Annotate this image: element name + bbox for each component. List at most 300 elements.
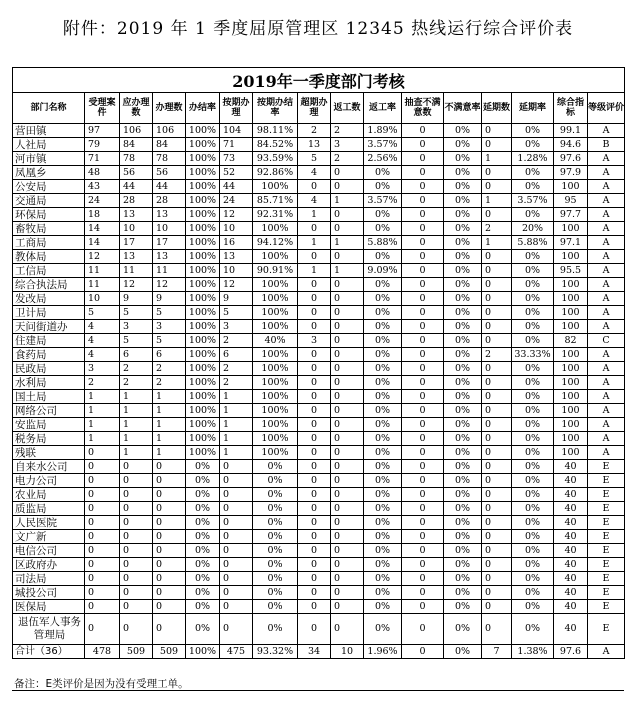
table-cell: 3	[120, 320, 153, 334]
table-cell: 0	[402, 124, 444, 138]
table-row	[13, 558, 625, 572]
table-cell: 100%	[253, 320, 298, 334]
table-cell: 0%	[444, 446, 482, 460]
table-cell: 1	[153, 418, 186, 432]
table-cell: 2	[153, 362, 186, 376]
table-cell: 0	[402, 600, 444, 614]
table-cell: A	[588, 320, 625, 334]
column-header: 延期率	[512, 93, 554, 124]
table-cell: 3.57%	[512, 194, 554, 208]
total-cell: 475	[220, 645, 253, 659]
table-cell: 0%	[253, 516, 298, 530]
table-cell: 100%	[186, 250, 220, 264]
table-cell: 14	[85, 236, 120, 250]
table-cell: 2	[331, 124, 364, 138]
table-cell: 0	[298, 320, 331, 334]
table-cell: 97.6	[554, 152, 588, 166]
table-cell: 0%	[364, 306, 402, 320]
table-cell: 0	[402, 432, 444, 446]
table-cell: 0%	[512, 278, 554, 292]
table-cell: 98.11%	[253, 124, 298, 138]
table-row	[13, 194, 625, 208]
table-cell: 0	[153, 488, 186, 502]
table-cell: 0%	[444, 292, 482, 306]
table-cell: 0	[298, 446, 331, 460]
table-cell: 1	[298, 208, 331, 222]
table-cell: 11	[153, 264, 186, 278]
department-name-cell: 凤凰乡	[13, 166, 85, 180]
table-cell: 84.52%	[253, 138, 298, 152]
table-cell: 0	[298, 516, 331, 530]
table-cell: 52	[220, 166, 253, 180]
table-cell: 0%	[512, 460, 554, 474]
table-cell: 0	[298, 362, 331, 376]
table-cell: 0	[85, 474, 120, 488]
table-cell: 0%	[253, 488, 298, 502]
table-cell: 0%	[512, 446, 554, 460]
table-cell: 0	[298, 460, 331, 474]
table-cell: 0	[120, 502, 153, 516]
table-cell: 13	[120, 250, 153, 264]
department-name-cell: 发改局	[13, 292, 85, 306]
table-cell: 0%	[444, 194, 482, 208]
table-cell: 0%	[253, 460, 298, 474]
table-cell: 0%	[512, 320, 554, 334]
total-label-cell: 合计（36）	[13, 645, 85, 659]
table-cell: 48	[85, 166, 120, 180]
table-cell: A	[588, 390, 625, 404]
table-cell: 100%	[186, 320, 220, 334]
table-cell: 0	[298, 180, 331, 194]
table-cell: 1	[153, 432, 186, 446]
table-cell: 0	[331, 516, 364, 530]
column-header: 返工率	[364, 93, 402, 124]
department-name-cell: 工信局	[13, 264, 85, 278]
total-cell: 0%	[444, 645, 482, 659]
table-cell: 0%	[364, 320, 402, 334]
table-cell: 0	[482, 572, 512, 586]
table-cell: A	[588, 376, 625, 390]
table-cell: 100%	[186, 432, 220, 446]
total-cell: 34	[298, 645, 331, 659]
table-cell: 0	[402, 586, 444, 600]
table-cell: 56	[153, 166, 186, 180]
table-cell: 0	[120, 558, 153, 572]
table-cell: 97.9	[554, 166, 588, 180]
table-cell: 0	[298, 474, 331, 488]
table-cell: 0%	[444, 558, 482, 572]
table-cell: 0	[85, 600, 120, 614]
table-cell: 17	[153, 236, 186, 250]
table-cell: 0	[120, 586, 153, 600]
department-name-cell: 公安局	[13, 180, 85, 194]
table-cell: 0	[402, 138, 444, 152]
table-cell: 73	[220, 152, 253, 166]
table-cell: 0	[298, 418, 331, 432]
table-cell: 0	[402, 292, 444, 306]
table-cell: 99.1	[554, 124, 588, 138]
table-cell: 0	[298, 278, 331, 292]
table-cell: 0%	[364, 474, 402, 488]
table-cell: 0	[482, 502, 512, 516]
table-cell: 0	[482, 600, 512, 614]
table-cell: 40	[554, 614, 588, 645]
column-header: 返工数	[331, 93, 364, 124]
table-cell: 0	[402, 530, 444, 544]
department-name-cell: 河市镇	[13, 152, 85, 166]
table-cell: A	[588, 250, 625, 264]
table-cell: 100	[554, 418, 588, 432]
table-cell: 0	[298, 572, 331, 586]
table-cell: 1	[220, 390, 253, 404]
table-cell: 0	[331, 544, 364, 558]
table-cell: 12	[153, 278, 186, 292]
table-cell: 0	[220, 614, 253, 645]
table-cell: 0	[482, 264, 512, 278]
table-cell: 13	[153, 208, 186, 222]
department-name-cell: 税务局	[13, 432, 85, 446]
table-cell: 0	[402, 348, 444, 362]
table-cell: 97.1	[554, 236, 588, 250]
table-cell: 0	[153, 600, 186, 614]
table-cell: 0	[331, 180, 364, 194]
table-cell: 0	[402, 306, 444, 320]
table-cell: 0%	[364, 208, 402, 222]
table-cell: 0	[298, 432, 331, 446]
table-cell: 0%	[364, 600, 402, 614]
table-cell: 0%	[444, 502, 482, 516]
table-cell: 0	[331, 306, 364, 320]
table-cell: 6	[153, 348, 186, 362]
table-row	[13, 488, 625, 502]
table-cell: 0%	[444, 516, 482, 530]
table-cell: 0%	[512, 488, 554, 502]
table-cell: 40	[554, 558, 588, 572]
table-cell: 92.86%	[253, 166, 298, 180]
table-cell: 94.12%	[253, 236, 298, 250]
column-header: 超期办理	[298, 93, 331, 124]
table-cell: 97	[85, 124, 120, 138]
table-cell: 0%	[444, 376, 482, 390]
table-cell: 10	[120, 222, 153, 236]
table-cell: 0%	[444, 474, 482, 488]
table-cell: E	[588, 614, 625, 645]
table-cell: 0	[402, 502, 444, 516]
table-cell: 84	[120, 138, 153, 152]
table-cell: 40	[554, 516, 588, 530]
table-cell: 5	[120, 334, 153, 348]
table-cell: 0	[402, 250, 444, 264]
table-cell: 2	[220, 376, 253, 390]
table-cell: 5	[220, 306, 253, 320]
table-cell: 2.56%	[364, 152, 402, 166]
table-cell: 0	[331, 614, 364, 645]
table-cell: 2	[85, 376, 120, 390]
table-cell: 40	[554, 600, 588, 614]
table-cell: 40	[554, 530, 588, 544]
table-cell: 3.57%	[364, 194, 402, 208]
table-row	[13, 530, 625, 544]
table-cell: E	[588, 502, 625, 516]
table-cell: 0%	[444, 390, 482, 404]
department-name-cell: 民政局	[13, 362, 85, 376]
table-cell: 0	[482, 320, 512, 334]
table-row	[13, 600, 625, 614]
table-cell: 2	[120, 376, 153, 390]
table-cell: 100%	[253, 180, 298, 194]
table-cell: 0%	[512, 572, 554, 586]
table-cell: 100	[554, 348, 588, 362]
table-cell: 0	[120, 544, 153, 558]
table-cell: 0	[220, 572, 253, 586]
table-cell: 0	[482, 250, 512, 264]
table-cell: 0	[331, 418, 364, 432]
table-cell: 0%	[444, 166, 482, 180]
table-cell: 0%	[444, 264, 482, 278]
table-cell: 0	[331, 488, 364, 502]
table-cell: 0	[331, 292, 364, 306]
table-cell: 0	[153, 502, 186, 516]
table-cell: A	[588, 278, 625, 292]
total-cell: 1.38%	[512, 645, 554, 659]
table-cell: 4	[85, 320, 120, 334]
table-cell: 0	[402, 208, 444, 222]
table-row	[13, 376, 625, 390]
table-cell: 3	[85, 362, 120, 376]
table-cell: 0%	[253, 474, 298, 488]
table-cell: 0	[85, 572, 120, 586]
table-cell: 3	[331, 138, 364, 152]
table-cell: 10	[85, 292, 120, 306]
table-cell: 0	[153, 614, 186, 645]
table-cell: 0	[120, 474, 153, 488]
table-cell: 40%	[253, 334, 298, 348]
table-cell: 0%	[512, 250, 554, 264]
table-cell: 4	[85, 348, 120, 362]
table-cell: 100%	[253, 432, 298, 446]
table-cell: 0	[85, 446, 120, 460]
table-cell: 0	[331, 334, 364, 348]
table-cell: A	[588, 432, 625, 446]
table-cell: 100%	[186, 208, 220, 222]
table-cell: A	[588, 166, 625, 180]
table-cell: 0%	[512, 404, 554, 418]
table-cell: 0	[120, 572, 153, 586]
table-cell: 0%	[512, 264, 554, 278]
table-cell: 0%	[186, 474, 220, 488]
table-cell: E	[588, 586, 625, 600]
column-header: 办理数	[153, 93, 186, 124]
table-cell: 11	[120, 264, 153, 278]
table-row	[13, 348, 625, 362]
table-cell: 0	[482, 544, 512, 558]
table-cell: 100%	[186, 264, 220, 278]
table-cell: 12	[120, 278, 153, 292]
table-cell: 0	[482, 376, 512, 390]
table-cell: 0%	[444, 544, 482, 558]
table-cell: 17	[120, 236, 153, 250]
table-cell: A	[588, 194, 625, 208]
document-title: 附件：2019 年 1 季度屈原管理区 12345 热线运行综合评价表	[62, 19, 574, 39]
table-cell: 100%	[186, 348, 220, 362]
table-cell: 0%	[253, 572, 298, 586]
table-cell: E	[588, 558, 625, 572]
table-cell: 0%	[364, 586, 402, 600]
table-cell: 1	[482, 194, 512, 208]
table-cell: 0%	[444, 432, 482, 446]
table-cell: 100	[554, 250, 588, 264]
table-cell: 5	[85, 306, 120, 320]
table-cell: 100	[554, 306, 588, 320]
table-cell: 0%	[444, 418, 482, 432]
table-cell: 100	[554, 376, 588, 390]
table-cell: 100%	[253, 376, 298, 390]
table-cell: 100%	[186, 292, 220, 306]
table-cell: 0%	[512, 208, 554, 222]
table-cell: 0	[298, 600, 331, 614]
table-cell: A	[588, 152, 625, 166]
table-cell: 0%	[512, 138, 554, 152]
table-row	[13, 138, 625, 152]
table-cell: 100	[554, 446, 588, 460]
table-cell: 0%	[512, 516, 554, 530]
table-cell: 0	[482, 404, 512, 418]
table-cell: 4	[298, 194, 331, 208]
table-cell: 100%	[253, 292, 298, 306]
table-cell: 100	[554, 278, 588, 292]
table-cell: 95.5	[554, 264, 588, 278]
table-cell: 0	[402, 376, 444, 390]
table-cell: 100%	[253, 348, 298, 362]
table-cell: 84	[153, 138, 186, 152]
table-cell: 1.28%	[512, 152, 554, 166]
table-row	[13, 320, 625, 334]
table-cell: 0	[298, 502, 331, 516]
table-cell: 10	[153, 222, 186, 236]
table-cell: 0%	[364, 418, 402, 432]
table-cell: 0	[220, 586, 253, 600]
table-cell: 1	[298, 236, 331, 250]
table-cell: 0	[482, 208, 512, 222]
column-header: 应办理数	[120, 93, 153, 124]
table-cell: 0%	[512, 180, 554, 194]
department-name-cell: 食药局	[13, 348, 85, 362]
table-cell: 9	[153, 292, 186, 306]
table-cell: 0%	[444, 460, 482, 474]
table-cell: 0	[482, 586, 512, 600]
table-cell: 0	[298, 544, 331, 558]
table-cell: 100%	[186, 446, 220, 460]
evaluation-sheet	[12, 67, 624, 659]
table-cell: 0%	[444, 404, 482, 418]
table-cell: 9	[120, 292, 153, 306]
table-cell: 0%	[253, 544, 298, 558]
table-cell: 0%	[253, 600, 298, 614]
table-cell: 0	[331, 460, 364, 474]
table-cell: A	[588, 180, 625, 194]
table-row	[13, 152, 625, 166]
table-cell: 0	[85, 502, 120, 516]
table-cell: 40	[554, 502, 588, 516]
table-cell: 13	[153, 250, 186, 264]
table-cell: 1	[331, 194, 364, 208]
table-cell: 100%	[253, 250, 298, 264]
table-cell: 1	[220, 418, 253, 432]
department-name-cell: 人民医院	[13, 516, 85, 530]
table-row	[13, 124, 625, 138]
table-cell: 0	[482, 124, 512, 138]
table-cell: 0	[402, 180, 444, 194]
table-row	[13, 390, 625, 404]
table-cell: 0%	[512, 418, 554, 432]
department-name-cell: 教体局	[13, 250, 85, 264]
column-header: 按期办结率	[253, 93, 298, 124]
table-cell: 0	[220, 474, 253, 488]
table-row	[13, 362, 625, 376]
table-cell: 0	[331, 558, 364, 572]
table-cell: 0%	[512, 334, 554, 348]
department-name-cell: 综合执法局	[13, 278, 85, 292]
table-cell: 0	[153, 586, 186, 600]
table-cell: 0	[153, 530, 186, 544]
column-header: 部门名称	[13, 93, 85, 124]
table-cell: 100	[554, 180, 588, 194]
table-cell: A	[588, 362, 625, 376]
table-cell: 100	[554, 404, 588, 418]
table-cell: 14	[85, 222, 120, 236]
table-row	[13, 586, 625, 600]
table-cell: 0%	[512, 362, 554, 376]
table-row	[13, 460, 625, 474]
table-cell: 1	[120, 390, 153, 404]
table-cell: 0	[220, 502, 253, 516]
table-cell: 5	[120, 306, 153, 320]
table-cell: 0%	[512, 614, 554, 645]
table-cell: 2	[482, 222, 512, 236]
table-cell: 0	[482, 516, 512, 530]
table-cell: 0	[331, 362, 364, 376]
table-cell: 0	[402, 558, 444, 572]
table-cell: 0	[85, 558, 120, 572]
table-cell: 0%	[364, 180, 402, 194]
table-cell: 0	[402, 460, 444, 474]
table-cell: 3	[220, 320, 253, 334]
table-cell: 0%	[364, 292, 402, 306]
table-cell: A	[588, 222, 625, 236]
total-cell: 97.6	[554, 645, 588, 659]
table-cell: 12	[220, 278, 253, 292]
table-cell: 0%	[186, 586, 220, 600]
table-row	[13, 180, 625, 194]
table-cell: 2	[153, 376, 186, 390]
table-cell: 100	[554, 390, 588, 404]
table-cell: 0	[153, 516, 186, 530]
table-cell: 0%	[444, 488, 482, 502]
department-name-cell: 营田镇	[13, 124, 85, 138]
table-cell: 0%	[253, 530, 298, 544]
table-cell: 0	[153, 474, 186, 488]
table-cell: 0%	[364, 222, 402, 236]
table-cell: 0%	[444, 250, 482, 264]
table-row	[13, 334, 625, 348]
table-row	[13, 264, 625, 278]
department-name-cell: 水利局	[13, 376, 85, 390]
table-cell: 0	[120, 488, 153, 502]
table-cell: 1	[85, 404, 120, 418]
column-header: 等级评价	[588, 93, 625, 124]
table-cell: 0	[482, 334, 512, 348]
table-row	[13, 502, 625, 516]
